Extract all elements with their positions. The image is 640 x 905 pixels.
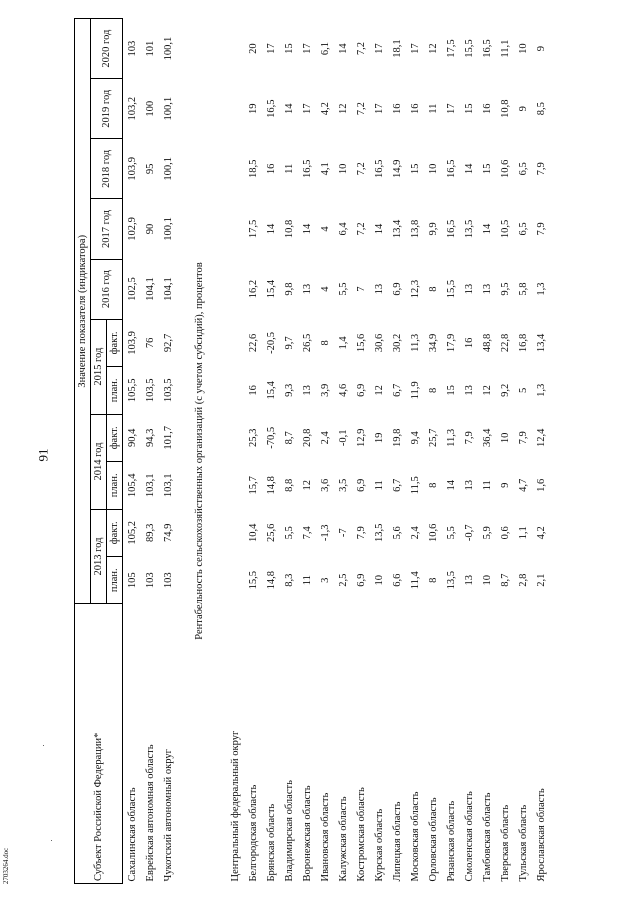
table-row: [532, 19, 550, 884]
table-cell-value: -70,5: [265, 426, 277, 449]
table-cell-value: 25,7: [427, 428, 439, 448]
table-cell-value: 11: [301, 575, 313, 586]
scan-speck: [43, 745, 44, 746]
table-cell-value: 13,4: [535, 333, 547, 353]
table-cell-value: 9: [535, 45, 547, 52]
table-cell-value: 9,5: [499, 282, 511, 296]
table-cell-value: 6,5: [517, 162, 529, 176]
table-cell-value: 10: [373, 574, 385, 586]
table-cell-value: 15,7: [247, 476, 259, 495]
table-cell-value: 102,9: [126, 217, 138, 241]
table-cell-value: 13,4: [391, 219, 403, 239]
page-number: 91: [35, 448, 51, 462]
table-cell-value: 20,8: [301, 428, 313, 448]
table-cell-value: 4,2: [319, 102, 331, 116]
table-cell-value: 15: [463, 103, 475, 114]
table-cell-value: 16: [391, 103, 403, 114]
table-cell-value: 15,4: [265, 381, 277, 400]
table-row: [316, 19, 334, 884]
table-cell-value: 16,5: [373, 159, 385, 179]
col-header-2017: 2017 год: [91, 199, 123, 259]
table-cell-value: 15: [445, 385, 457, 396]
table-cell-value: 11: [283, 163, 295, 174]
table-cell-value: -1,3: [319, 524, 331, 542]
table-cell-value: 7,2: [355, 102, 367, 116]
table-row: [141, 19, 159, 884]
table-cell-value: 7,2: [355, 222, 367, 236]
col-header-fact: факт.: [107, 414, 123, 461]
table-cell-value: 26,5: [301, 333, 313, 353]
table-cell-value: 16,5: [445, 159, 457, 179]
table-cell-value: 1,1: [517, 526, 529, 540]
table-cell-value: 9,2: [499, 383, 511, 397]
table-cell-value: 12: [337, 103, 349, 114]
table-cell-value: 18,1: [391, 39, 403, 58]
table-cell-value: 103,5: [144, 378, 156, 403]
table-cell-value: 2,1: [535, 573, 547, 587]
region-name: Московская область: [409, 791, 421, 882]
table-cell-value: 8,7: [499, 573, 511, 587]
table-cell-value: 19,8: [391, 428, 403, 448]
table-cell-value: 2,4: [319, 431, 331, 445]
col-header-2020: 2020 год: [91, 19, 123, 79]
table-cell-value: 13: [463, 480, 475, 491]
table-row: [460, 19, 478, 884]
table-cell-value: 15,4: [265, 279, 277, 299]
table-cell-value: 13,8: [409, 219, 421, 239]
table-cell-value: 2,4: [409, 526, 421, 540]
table-cell-value: 14: [373, 223, 385, 235]
table-cell-value: 94,3: [144, 428, 156, 448]
table-cell-value: 25,3: [247, 428, 259, 448]
col-header-2013: 2013 год: [91, 509, 107, 604]
table-cell-value: 17,9: [445, 333, 457, 353]
table-row: [496, 19, 514, 884]
table-cell-value: 7,9: [517, 431, 529, 445]
group-title: Центральный федеральный округ: [229, 730, 241, 882]
table-row: [352, 19, 370, 884]
table-cell-value: 12,3: [409, 279, 421, 299]
table-cell-value: 12: [481, 385, 493, 396]
table-cell-value: 10,6: [427, 523, 439, 542]
table-cell-value: 103: [162, 572, 174, 589]
table-cell-value: 3,5: [337, 478, 349, 492]
table-cell-value: 11,3: [445, 428, 457, 447]
region-name: Ивановская область: [319, 792, 331, 882]
table-cell-value: 14,8: [265, 571, 277, 590]
table-cell-value: 89,3: [144, 523, 156, 542]
table-cell-value: 15: [481, 163, 493, 175]
table-cell-value: 17: [301, 103, 313, 114]
table-cell-value: 7,9: [535, 162, 547, 176]
table-cell-value: 16,2: [247, 279, 259, 299]
table-cell-value: 15,5: [445, 279, 457, 299]
table-cell-value: 13: [463, 385, 475, 396]
region-name: Сахалинская область: [126, 787, 138, 882]
table-cell-value: 11: [427, 103, 439, 114]
table-cell-value: 17: [373, 43, 385, 54]
table-cell-value: 103: [144, 572, 156, 589]
table-cell-value: 2,8: [517, 573, 529, 587]
table-cell-value: 5: [517, 387, 529, 393]
table-cell-value: 17: [301, 43, 313, 54]
col-header-2018: 2018 год: [91, 139, 123, 199]
table-cell-value: 14: [301, 223, 313, 235]
table-cell-value: 1,3: [535, 282, 547, 296]
table-cell-value: 15,6: [355, 333, 367, 353]
table-cell-value: 8,3: [283, 573, 295, 587]
table-cell-value: 16,5: [481, 39, 493, 58]
table-cell-value: 3: [319, 577, 331, 583]
table-row: [280, 19, 298, 884]
table-cell-value: 14: [265, 223, 277, 235]
col-header-plan: план.: [107, 557, 123, 604]
region-name: Костромская область: [355, 787, 367, 882]
table-cell-value: -7: [337, 528, 349, 538]
col-header-2016: 2016 год: [91, 259, 123, 319]
table-cell-value: 9: [499, 482, 511, 488]
table-cell-value: 14,9: [391, 159, 403, 179]
table-section: [177, 19, 244, 884]
table-cell-value: 6,9: [355, 573, 367, 587]
table-cell-value: 6,9: [391, 282, 403, 296]
table-cell-value: 48,8: [481, 333, 493, 353]
table-cell-value: 6,5: [517, 222, 529, 236]
table-cell-value: 95: [144, 163, 156, 175]
scan-speck: [51, 840, 52, 841]
table-cell-value: 12,4: [535, 428, 547, 448]
table-cell-value: 11,4: [409, 571, 421, 590]
table-cell-value: 8,7: [283, 431, 295, 445]
table-cell-value: 8: [427, 387, 439, 393]
table-cell-value: 11,1: [499, 39, 511, 58]
table-cell-value: 8: [427, 286, 439, 292]
table-cell-value: 104,1: [144, 277, 156, 301]
region-name: Тамбовская область: [481, 792, 493, 882]
region-name: Еврейская автономная область: [144, 744, 156, 882]
region-name: Ярославская область: [535, 788, 547, 882]
table-cell-value: 6,9: [355, 383, 367, 397]
table-cell-value: 10,6: [499, 159, 511, 179]
table-cell-value: 101,7: [162, 426, 174, 450]
table-cell-value: 30,2: [391, 333, 403, 353]
table-cell-value: 16: [265, 163, 277, 175]
table-cell-value: 9,4: [409, 431, 421, 445]
table-cell-value: 105,4: [126, 473, 138, 498]
table-cell-value: 4,1: [319, 162, 331, 176]
document-filename: 2703264.doc: [2, 847, 11, 885]
table-cell-value: 100,1: [162, 157, 174, 181]
table-cell-value: 7,9: [535, 222, 547, 236]
region-name: Владимирская область: [283, 780, 295, 882]
table-cell-value: 15: [283, 43, 295, 54]
table-cell-value: 2,5: [337, 573, 349, 587]
table-cell-value: 13,5: [463, 219, 475, 239]
table-cell-value: 1,6: [535, 478, 547, 492]
table-cell-value: 12,9: [355, 428, 367, 448]
table-cell-value: -0,7: [463, 524, 475, 542]
table-cell-value: 103,1: [144, 473, 156, 498]
table-cell-value: 17: [373, 103, 385, 114]
table-cell-value: 12: [373, 385, 385, 396]
table-cell-value: 5,5: [445, 526, 457, 540]
col-header-plan: план.: [107, 462, 123, 509]
table-cell-value: 5,6: [391, 526, 403, 540]
region-name: Калужская область: [337, 796, 349, 882]
table-cell-value: 102,5: [126, 277, 138, 301]
table-cell-value: 17: [265, 43, 277, 54]
table-cell-value: 0,6: [499, 526, 511, 540]
table-cell-value: 13: [301, 385, 313, 396]
table-cell-value: 10,8: [283, 219, 295, 239]
table-cell-value: 101: [144, 40, 156, 57]
table-row: [159, 19, 177, 884]
table-row: [424, 19, 442, 884]
col-header-fact: факт.: [107, 509, 123, 556]
table-row: [478, 19, 496, 884]
table-cell-value: 15,5: [463, 39, 475, 58]
region-name: Смоленская область: [463, 791, 475, 882]
table-cell-value: -0,1: [337, 429, 349, 447]
table-cell-value: 16: [409, 103, 421, 114]
table-cell-value: 1,3: [535, 383, 547, 397]
region-name: Брянская область: [265, 803, 277, 882]
table-cell-value: 10: [481, 574, 493, 586]
table-body-top: [123, 19, 178, 884]
table-cell-value: 30,6: [373, 333, 385, 353]
table-cell-value: 8: [427, 482, 439, 488]
table-cell-value: 5,5: [283, 526, 295, 540]
rotated-table-area: [74, 18, 634, 884]
table-cell-value: 22,6: [247, 333, 259, 353]
table-cell-value: -20,5: [265, 331, 277, 354]
table-cell-value: 14: [283, 103, 295, 114]
table-cell-value: 5,8: [517, 282, 529, 296]
table-cell-value: 16,5: [301, 159, 313, 179]
table-cell-value: 13,5: [373, 523, 385, 542]
table-cell-value: 7,9: [463, 431, 475, 445]
table-cell-value: 90: [144, 223, 156, 235]
table-cell-value: 17,5: [445, 39, 457, 58]
table-cell-value: 10: [337, 163, 349, 175]
table-cell-value: 16: [247, 385, 259, 396]
table-cell-value: 13: [481, 283, 493, 295]
col-header-plan: план.: [107, 367, 123, 414]
table-cell-value: 34,9: [427, 333, 439, 353]
table-cell-value: 74,9: [162, 523, 174, 542]
table-cell-value: 92,7: [162, 333, 174, 353]
table-cell-value: 9: [517, 106, 529, 112]
table-cell-value: 6,1: [319, 42, 331, 56]
table-row: [442, 19, 460, 884]
table-cell-value: 6,9: [355, 478, 367, 492]
table-cell-value: 36,4: [481, 428, 493, 448]
indicator-table: [74, 18, 550, 884]
table-cell-value: 103: [126, 40, 138, 57]
table-cell-value: 6,7: [391, 478, 403, 492]
table-cell-value: 14: [445, 480, 457, 491]
region-name: Орловская область: [427, 797, 439, 882]
table-cell-value: 17: [409, 43, 421, 54]
table-cell-value: 19: [373, 432, 385, 444]
table-cell-value: 16,8: [517, 333, 529, 353]
table-cell-value: 7,2: [355, 162, 367, 176]
table-cell-value: 100,1: [162, 96, 174, 121]
table-cell-value: 3,6: [319, 478, 331, 492]
table-cell-value: 8,8: [283, 478, 295, 492]
table-cell-value: 18,5: [247, 159, 259, 179]
table-cell-value: 10: [517, 43, 529, 54]
table-cell-value: 8: [427, 577, 439, 583]
table-cell-value: 15,5: [247, 571, 259, 590]
table-cell-value: 16,5: [445, 219, 457, 239]
table-cell-value: 11,5: [409, 476, 421, 495]
table-row: [406, 19, 424, 884]
region-name: Липецкая область: [391, 801, 403, 882]
table-cell-value: 6,7: [391, 383, 403, 397]
table-cell-value: 5,5: [337, 282, 349, 296]
table-cell-value: 100: [144, 100, 156, 117]
table-cell-value: 100,1: [162, 217, 174, 241]
table-cell-value: 7: [355, 286, 367, 292]
table-cell-value: 12: [427, 43, 439, 54]
table-cell-value: 100,1: [162, 36, 174, 61]
table-cell-value: 16: [481, 103, 493, 114]
table-cell-value: 12: [301, 480, 313, 491]
table-cell-value: 22,8: [499, 333, 511, 353]
table-row: [244, 19, 262, 884]
table-cell-value: 9,8: [283, 282, 295, 296]
table-cell-value: 13: [301, 283, 313, 295]
table-cell-value: 8: [319, 340, 331, 346]
table-cell-value: 90,4: [126, 428, 138, 448]
table-cell-value: 3,9: [319, 383, 331, 397]
table-cell-value: 9,7: [283, 336, 295, 350]
section-title: Рентабельность сельскохозяйственных организаций (с учетом субсидий), процентов: [193, 262, 205, 640]
col-header-indicator: Значение показателя (индикатора): [75, 19, 91, 604]
col-header-2019: 2019 год: [91, 79, 123, 139]
region-name: Курская область: [373, 808, 385, 882]
table-cell-value: 11: [373, 480, 385, 491]
table-cell-value: 4,7: [517, 478, 529, 492]
table-cell-value: 14: [337, 43, 349, 54]
region-name: Рязанская область: [445, 800, 457, 882]
table-cell-value: 105,2: [126, 520, 138, 545]
table-cell-value: 13: [463, 283, 475, 295]
table-cell-value: 16,5: [265, 99, 277, 118]
table-cell-value: 4: [319, 286, 331, 292]
table-cell-value: 103,9: [126, 157, 138, 181]
table-row: [123, 19, 142, 884]
table-cell-value: 17: [445, 103, 457, 114]
table-row: [370, 19, 388, 884]
table-cell-value: 14,8: [265, 476, 277, 495]
table-row: [298, 19, 316, 884]
col-header-2014: 2014 год: [91, 414, 107, 509]
region-name: Воронежская область: [301, 785, 313, 882]
table-cell-value: 76: [144, 337, 156, 349]
table-cell-value: 104,1: [162, 277, 174, 301]
table-cell-value: 11,9: [409, 381, 421, 400]
table-cell-value: 103,9: [126, 331, 138, 355]
table-cell-value: 10,8: [499, 99, 511, 118]
table-cell-value: 13: [463, 574, 475, 586]
col-header-subject: Субъект Российской Федерации*: [75, 604, 123, 884]
region-name: Белгородская область: [247, 784, 259, 882]
table-cell-value: 25,6: [265, 523, 277, 542]
table-cell-value: 16: [463, 337, 475, 349]
table-cell-value: 6,4: [337, 222, 349, 236]
table-cell-value: 7,9: [355, 526, 367, 540]
col-header-2015: 2015 год: [91, 319, 107, 414]
table-cell-value: 103,1: [162, 473, 174, 498]
table-row: [262, 19, 280, 884]
table-cell-value: 103,2: [126, 96, 138, 121]
table-body-main: [244, 19, 550, 884]
table-cell-value: 14: [463, 163, 475, 175]
table-cell-value: 13,5: [445, 571, 457, 590]
region-name: Чукотский автономный округ: [162, 749, 174, 882]
table-cell-value: 105,5: [126, 378, 138, 403]
table-cell-value: 10,5: [499, 219, 511, 239]
table-cell-value: 4,2: [535, 526, 547, 540]
table-row: [388, 19, 406, 884]
table-cell-value: 103,5: [162, 378, 174, 403]
region-name: Тверская область: [499, 804, 511, 882]
table-cell-value: 10,4: [247, 523, 259, 542]
table-cell-value: 13: [373, 283, 385, 295]
table-cell-value: 14: [481, 223, 493, 235]
table-cell-value: 11,3: [409, 333, 421, 352]
table-cell-value: 20: [247, 43, 259, 54]
table-cell-value: 9,3: [283, 383, 295, 397]
table-cell-value: 9,9: [427, 222, 439, 236]
table-cell-value: 6,6: [391, 573, 403, 587]
table-cell-value: 7,4: [301, 526, 313, 540]
table-cell-value: 5,9: [481, 526, 493, 540]
table-cell-value: 10: [499, 432, 511, 444]
table-cell-value: 7,2: [355, 42, 367, 56]
table-cell-value: 4: [319, 226, 331, 232]
table-cell-value: 105: [126, 572, 138, 589]
col-header-fact: факт.: [107, 319, 123, 366]
table-cell-value: 15: [409, 163, 421, 175]
table-cell-value: 17,5: [247, 219, 259, 239]
table-row: [514, 19, 532, 884]
table-cell-value: 19: [247, 103, 259, 114]
table-row: [334, 19, 352, 884]
region-name: Тульская область: [517, 804, 529, 882]
table-cell-value: 4,6: [337, 383, 349, 397]
table-cell-value: 1,4: [337, 336, 349, 350]
table-cell-value: 11: [481, 480, 493, 491]
table-cell-value: 8,5: [535, 102, 547, 116]
table-cell-value: 10: [427, 163, 439, 175]
